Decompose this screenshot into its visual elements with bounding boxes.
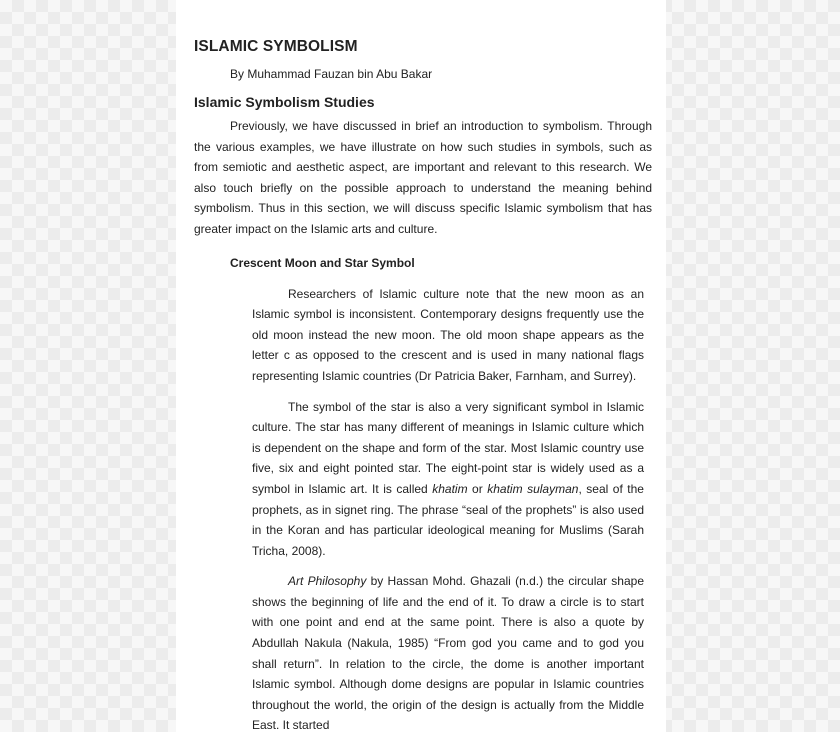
paragraph-star-text-3: , seal of the prophets, as in signet ring. The phrase “seal of the prophets” is also used in the Koran and has particular ideological meaning for Muslims (Sarah Tricha, 2008). <box>252 481 644 558</box>
intro-paragraph: Previously, we have discussed in brief an introduction to symbolism. Through the various examples, we have illustrate on how such studies in symbols, such as from semiotic and aesthetic aspect, are important and relevant to this research. We also touch briefly on the possible approach to understand the meaning behind symbolism. Thus in this section, we will discuss specific Islamic symbolism that has greater impact on the Islamic arts and culture. <box>194 119 652 236</box>
quote-block-star <box>252 397 644 562</box>
subsection-heading: Crescent Moon and Star Symbol <box>230 255 415 270</box>
book-title-art-philosophy: Art Philosophy <box>288 574 367 589</box>
paragraph-star-text-1: The symbol of the star is also a very significant symbol in Islamic culture. The star has many different of meanings in Islamic culture which is dependent on the shape and form of the star. Most Islamic country use five, six and eight pointed star. The eight-point star is widely used as a symbol in Islamic art. It is called <box>252 399 644 496</box>
document-content <box>194 37 652 732</box>
term-khatim-sulayman: khatim sulayman <box>487 481 579 496</box>
document-page <box>176 0 666 732</box>
term-khatim: khatim <box>432 481 468 496</box>
paragraph-star-text-2: or <box>467 481 488 496</box>
quote-block-circle <box>252 571 644 732</box>
paragraph-moon: Researchers of Islamic culture note that the new moon as an Islamic symbol is inconsistent. Contemporary designs frequently use the old moon instead the new moon. The old moon shape appears as the letter c as opposed to the crescent and is used in many national flags representing Islamic countries (Dr Patricia Baker, Farnham, and Surrey). <box>252 286 644 383</box>
author-byline: By Muhammad Fauzan bin Abu Bakar <box>230 67 433 81</box>
quote-block-moon <box>252 284 644 387</box>
document-title: ISLAMIC SYMBOLISM <box>194 38 358 55</box>
section-heading: Islamic Symbolism Studies <box>194 94 375 110</box>
paragraph-circle-text: by Hassan Mohd. Ghazali (n.d.) the circular shape shows the beginning of life and the end of it. To draw a circle is to start with one point and end at the same point. There is also a quote by Abdullah Nakula (Nakula, 1985) “From god you came and to god you shall return”. In relation to the circle, the dome is another important Islamic symbol. Although dome designs are popular in Islamic countries throughout the world, the origin of the design is actually from the Middle East. It started <box>252 574 644 732</box>
paragraph-star <box>252 397 644 562</box>
paragraph-circle <box>252 571 644 732</box>
